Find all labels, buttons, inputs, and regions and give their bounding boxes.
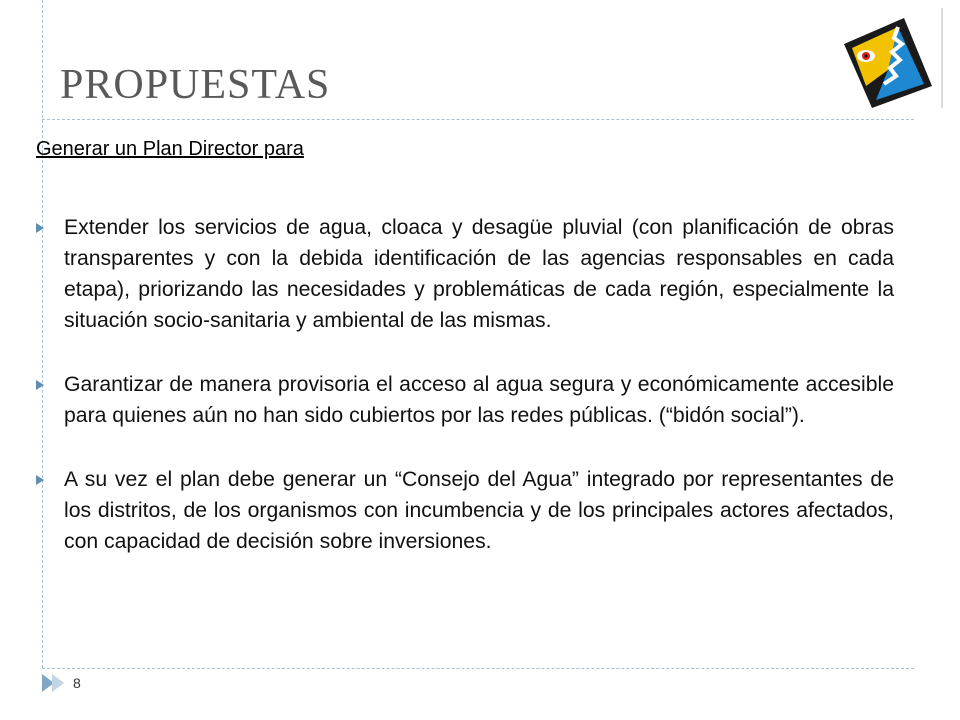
bullet-text: A su vez el plan debe generar un “Consejo del Agua” integrado por representantes de los distritos, de los organismos con incumbencia y de los principales actores afectados, con capacidad de decisión sobre inversiones.: [64, 468, 894, 553]
bullet-item: [36, 212, 894, 336]
bullet-triangle-icon: [36, 223, 44, 233]
footer-chevron-icon: [42, 674, 64, 692]
bullet-text: Extender los servicios de agua, cloaca y desagüe pluvial (con planificación de obras transparentes y con la debida identificación de las agencias responsables en cada etapa), priorizando las necesidades y problemáticas de cada región, especialmente la situación socio-sanitaria y ambiental de las mismas.: [64, 216, 894, 332]
logo-mark: [844, 18, 932, 108]
slide-title: PROPUESTAS: [60, 62, 331, 108]
bullet-item: [36, 464, 894, 557]
bullet-triangle-icon: [36, 380, 44, 390]
bullet-text: Garantizar de manera provisoria el acceso al agua segura y económicamente accesible para quienes aún no han sido cubiertos por las redes públicas. (“bidón social”).: [64, 373, 894, 427]
logo-icon: [836, 14, 936, 108]
subtitle: Generar un Plan Director para: [36, 138, 304, 160]
page-number: 8: [73, 675, 81, 691]
bullet-triangle-icon: [36, 475, 44, 485]
right-edge-line: [941, 8, 943, 108]
title-divider: [42, 119, 914, 120]
bullet-list: [36, 212, 894, 557]
bullet-item: [36, 369, 894, 431]
footer-divider: [42, 668, 914, 669]
